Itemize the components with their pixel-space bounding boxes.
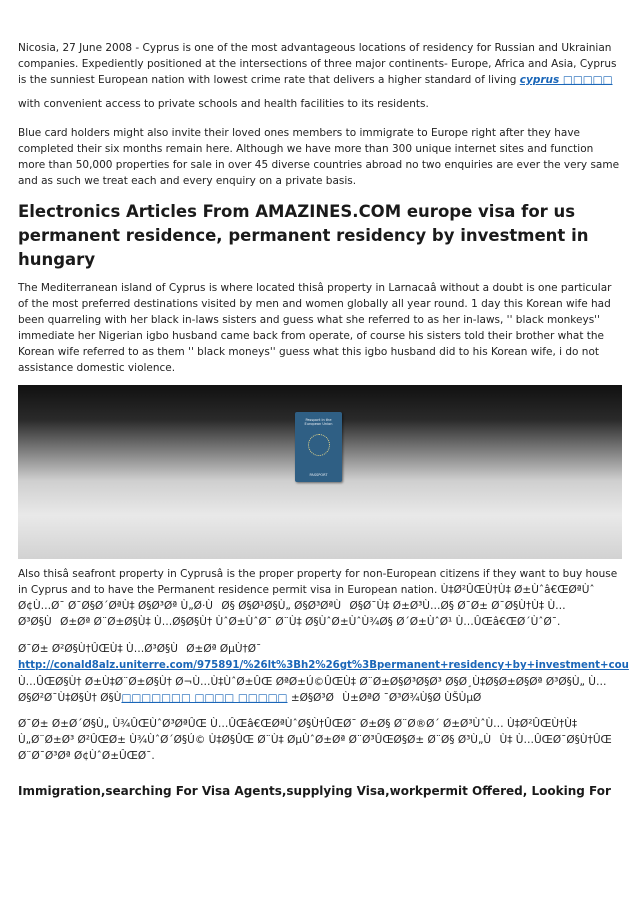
intro-text: Nicosia, 27 June 2008 - Cyprus is one of the most advantageous locations of residency for Russian and Ukrainian companies. Expediently positioned at the intersections of three major continents- Europe, Africa and Asia, Cyprus is the sunniest European nation with lowest crime rate that delivers a higher standard of living [18,42,617,86]
para6-text2: Ù…ÛŒØ§Ù† Ø±Ù‡Ø¨Ø±Ø§Ù† Ø¬Ù…Ù‡ÙˆØ±ÛŒ ØªØ±Ú©ÛŒÙ‡ Ø¨Ø±Ø§Ø³Ø§Ø³ Ø§Ø¸Ù‡Ø§Ø±Ø§Øª Ø³Ø§Ù„ Ù…Ø§Ø²Ø¯Ù‡Ø§Ù† Ø§Ù‮ØµÙŠÙ‮ Ø§Ù¾Ø³Ø¯ ØªØ±ÙØ³Ø§Ø± [18,676,607,704]
article-body [18,40,629,800]
cyprus-keyword-link[interactable]: cyprus □□□□□ [519,74,613,86]
paragraph-seafront: Also thisâ seafront property in Cyprusâ is the proper property for non-European citizens if they want to buy house in Cyprus and to have the Permanent residence permit visa in European nation. Ù‡Ø²ÛŒÙ†Ù‡ Ø±Ùˆâ€ŒØªÙˆ Ø¢Ù…Ø¯ Ø¯Ø§Ø´ØªÙ‡ Ø§Ø³Øª Ù„Ø·ÙØ§ Ø§Ø¹Ø§Ù„ Ø§Ø³ØªÙØ§Ø¯Ù‡ Ø±Ø³Ù…Ø§ Ø¯Ø± Ø¯Ø§Ù†Ù‡ Ù…Ø³Ø§ÙØ±Øª Ø¨Ø±Ø§Ù‡ Ù…Ø§Ø§Ù† ÙˆØ±ÙˆØ¯ Ø¨Ù‡ Ø§ÙˆØ±ÙˆÙ¾Ø§ Ø´Ø±ÙˆØ¹ Ù…ÛŒâ€ŒØ´ÙˆØ¯. [18,568,618,628]
eu-stars-emblem [308,434,330,456]
video-embed[interactable] [18,385,622,559]
section-heading-immigration: Immigration,searching For Visa Agents,supplying Visa,workpermit Offered, Looking For [18,784,611,798]
passport-label: PASSPORT [309,473,328,477]
paragraph-mediterranean: The Mediterranean island of Cyprus is where located thisâ property in Larnacaâ without a doubt is one particular of the most preferred destinations visited by men and women globally all year round. 1 day this Korean wife had been quarreling with her black in-laws sisters and guess what she referred to as her in-laws, '' black monkeys'' immediate her Nigerian igbo husband came back from operate, of course his sisters told their brother what the Korean wife referred to as them '' black moneys'' guess what this igbo husband did to his Korean wife, i do not assistance domestic violence. [18,282,612,374]
boxed-keyword-link[interactable]: □□□□□ □□□□ □□□□□□□ [121,692,288,704]
paragraph-link [18,641,629,706]
intro-paragraph [18,40,622,88]
para6-text1: Ø¯Ø± Ø²Ø§Ù†ÛŒÙ‡ Ù…Ø³Ø§ÙØ±Øª ØµÙ†Ø¯ [18,643,262,655]
paragraph-blue-card: Blue card holders might also invite their loved ones members to immigrate to Europe right after they have completed their six months remain here. Although we have more than 300 unique internet sites and function more than 50,000 properties for sale in over 45 diverse countries abroad no two enquiries are ever the very same and as such we treat each and every enquiry on a private basis. [18,127,620,187]
conald-url-link[interactable]: http://conald8alz.uniterre.com/975891/%26lt%3Bh2%26gt%3Bpermanent+residency+by+investment+cou [18,660,629,671]
passport-image [295,412,342,482]
passport-title: Passport in the European Union [304,418,333,426]
article-heading: Electronics Articles From AMAZINES.COM europe visa for us permanent residence, permanent residency by investment in hungary [18,202,589,269]
paragraph-mojibake: Ø¯Ø± Ø±Ø´Ø§Ù„ Ù¾ÛŒÙˆØ³ØªÛŒ Ù…ÛŒâ€ŒØªÙˆØ§Ù†ÛŒØ¯ Ø±Ø§ Ø¨Ø®Ø´ Ø±Ø³ÙˆÙ… Ù‡Ø²ÛŒÙ†Ù‡ Ù„Ø¨Ø±Ø³ Ø²ÛŒØ± Ù¾ÙˆØ´Ø§Ú© Ù‡Ø§ÛŒ Ø¨Ù‡ ØµÙˆØ±Øª Ø¨Ø³ÛŒØ§Ø± Ø¨Ø§ Ø³Ù„ÙÙ‡ Ù…ÛŒØ¯Ø§Ù†ÛŒ Ø¨Ø¯Ø³Øª Ø¢ÙˆØ±ÛŒØ¯. [18,718,612,762]
paragraph-convenient-access: with convenient access to private schools and health facilities to its residents. [18,98,429,110]
